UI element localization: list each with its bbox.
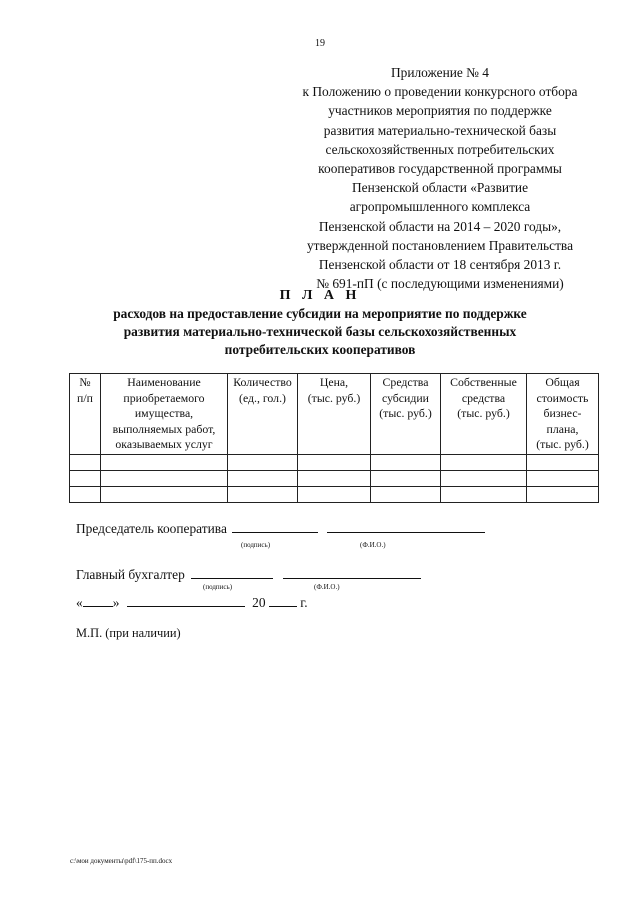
table-cell[interactable] (101, 470, 228, 486)
annex-line: Пензенской области на 2014 – 2020 годы», (318, 218, 562, 234)
date-year-prefix: 20 (252, 595, 266, 610)
table-cell[interactable] (441, 470, 527, 486)
table-cell[interactable] (70, 470, 101, 486)
header-quantity: Количество (ед., гол.) (228, 374, 298, 455)
table-cell[interactable] (228, 486, 298, 502)
table-cell[interactable] (298, 454, 371, 470)
header-item-name: Наименование приобретаемого имущества, выполняемых работ, оказываемых услуг (101, 374, 228, 455)
table-row (70, 486, 599, 502)
table-cell[interactable] (371, 470, 441, 486)
annex-line: Пензенской области от 18 сентября 2013 г. (318, 257, 562, 273)
table-cell[interactable] (527, 470, 599, 486)
table-header-row (70, 374, 599, 455)
annex-line: кооперативов государственной программы (318, 161, 562, 177)
table-cell[interactable] (70, 454, 101, 470)
table-cell[interactable] (441, 486, 527, 502)
plan-title: П Л А Н (279, 288, 361, 303)
header-total-cost: Общая стоимость бизнес- плана, (тыс. руб.) (527, 374, 599, 455)
plan-subtitle (60, 305, 580, 359)
table-row (70, 470, 599, 486)
header-price: Цена, (тыс. руб.) (298, 374, 371, 455)
annex-line: № 691-пП (с последующими изменениями) (316, 276, 564, 292)
stamp-note: М.П. (при наличии) (76, 626, 181, 640)
annex-header (270, 63, 610, 293)
chairman-signature-caption: (подпись) (241, 541, 271, 549)
chairman-name-blank[interactable] (327, 520, 485, 533)
table-cell[interactable] (527, 454, 599, 470)
plan-subtitle-line: потребительских кооперативов (224, 342, 416, 357)
annex-line: Пензенской области «Развитие (351, 180, 529, 196)
accountant-label: Главный бухгалтер (76, 567, 185, 582)
table-cell[interactable] (371, 486, 441, 502)
table-cell[interactable] (371, 454, 441, 470)
annex-line: участников мероприятия по поддержке (328, 103, 552, 119)
chairman-signature-row (76, 520, 485, 537)
date-year-suffix: г. (300, 595, 308, 610)
chairman-label: Председатель кооператива (76, 521, 227, 536)
accountant-name-blank[interactable] (283, 566, 421, 579)
plan-subtitle-line: расходов на предоставление субсидии на мероприятие по поддержке (113, 306, 527, 321)
table-cell[interactable] (441, 454, 527, 470)
annex-line: Приложение № 4 (390, 65, 490, 80)
annex-line: развития материально-технической базы (323, 122, 557, 138)
accountant-signature-blank[interactable] (191, 566, 273, 579)
annex-line: агропромышленного комплекса (349, 199, 531, 215)
date-year-blank[interactable] (269, 594, 297, 607)
table-cell[interactable] (298, 486, 371, 502)
date-row (76, 594, 308, 611)
header-own-funds: Собственные средства (тыс. руб.) (441, 374, 527, 455)
annex-line: к Положению о проведении конкурсного отбора (302, 84, 578, 100)
header-subsidy: Средства субсидии (тыс. руб.) (371, 374, 441, 455)
date-open-quote: « (76, 595, 83, 610)
date-month-blank[interactable] (127, 594, 245, 607)
annex-line: сельскохозяйственных потребительских (325, 141, 555, 157)
table-cell[interactable] (70, 486, 101, 502)
page-number: 19 (315, 38, 325, 49)
annex-line: утвержденной постановлением Правительства (306, 237, 574, 253)
table-cell[interactable] (228, 470, 298, 486)
table-cell[interactable] (527, 486, 599, 502)
table-row (70, 454, 599, 470)
table-cell[interactable] (298, 470, 371, 486)
accountant-signature-row (76, 566, 421, 583)
table-cell[interactable] (101, 486, 228, 502)
chairman-signature-blank[interactable] (232, 520, 318, 533)
footer-file-path: c:\мои документы\pdf\175-пп.docx (70, 857, 173, 865)
accountant-name-caption: (Ф.И.О.) (314, 583, 340, 591)
date-close-quote: » (112, 595, 120, 610)
header-number: № п/п (70, 374, 101, 455)
expenses-table (69, 373, 599, 503)
chairman-name-caption: (Ф.И.О.) (360, 541, 386, 549)
date-day-blank[interactable] (83, 594, 113, 607)
plan-subtitle-line: развития материально-технической базы сельскохозяйственных (123, 324, 517, 339)
table-cell[interactable] (101, 454, 228, 470)
table-cell[interactable] (228, 454, 298, 470)
accountant-signature-caption: (подпись) (203, 583, 233, 591)
